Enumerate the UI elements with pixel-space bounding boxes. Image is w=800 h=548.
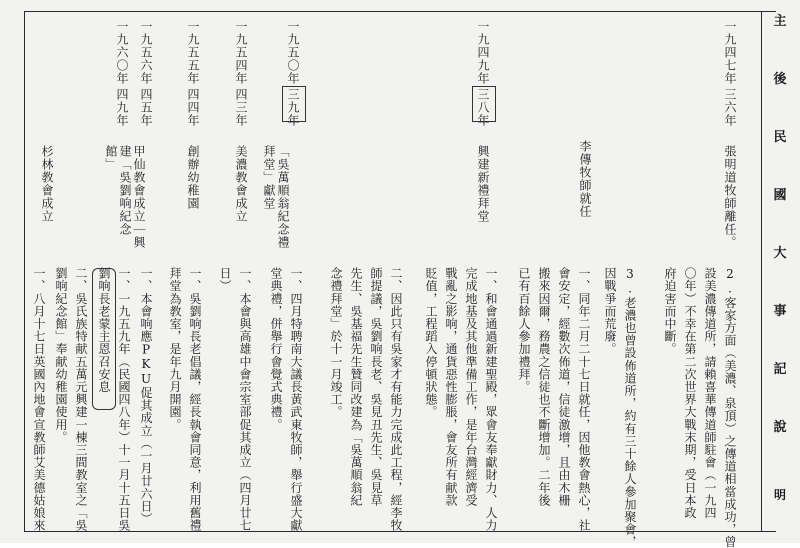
event-1950: 「吳萬順翁紀念禮拜堂」獻堂 [262,145,290,249]
roc-year-1950: 三九年 [286,88,300,127]
western-year-1950: 一九五〇年 [286,20,300,85]
narrative-line: 戰亂之影响，通貨惡性膨脹，會友所有献款 [444,267,458,507]
header-char: 說 [773,419,787,434]
narrative-line: 二、因此只有吳家才有能力完成此工程，經李牧 [389,267,403,532]
narrative-line: 一、八月十七日英國內地會宣教師艾美德姑娘來 [32,267,46,532]
western-year-1960: 一九六〇年 [115,20,129,85]
page-header [770,12,790,476]
narrative-line: 一、同年二月二十七日就任，因他教會熱心，社 [577,267,591,532]
roc-year-1960: 四九年 [115,88,129,127]
narrative-line: 已有百餘人參加禮拜。 [517,267,531,393]
narrative-line: 設美濃傳道所，請賴喜華傳道師駐會（一九四 [703,267,717,519]
narrative-line: 劉响長老蒙主恩召安息 [97,267,111,393]
event-1954: 美濃教會成立 [234,145,248,223]
narrative-line: 念禮拜堂」於十一月竣工。 [329,267,343,419]
event-1956: 甲仙教會成立｜興建「吳劉响紀念館」 [104,145,146,249]
roc-year-1954: 四三年 [234,88,248,127]
narrative-line: 一、四月特聘南大議長黃武東牧師，舉行盛大獻 [289,267,303,532]
narrative-line: 搬來因爾，務農之信徒也不斷增加。二年後 [537,267,551,507]
narrative-line: 先生、吳基福先生贊同改建為「吳萬順翁紀 [349,267,363,507]
narrative-line: 因戰爭而荒廢。 [603,267,617,356]
roc-year-1947: 三六年 [723,88,737,127]
narrative-line: 一、一九五九年（民國四八年）十一月十五日吳 [117,267,131,532]
narrative-line: 劉响紀念館」奉献幼稚園使用。 [54,267,68,444]
narrative-line: 貶值，工程蹈入停頓狀態。 [424,267,438,419]
header-bottom-char: 明 [773,488,786,502]
narrative-line: 二、吳氏族特献五萬元興建一棟三間教室之「吳 [74,267,88,532]
western-year-1956: 一九五六年 [139,20,153,85]
left-edge [24,11,25,531]
header-char: 國 [773,187,787,202]
header-divider [761,11,762,531]
narrative-line: 師提議，吳劉响長老、吳見丑先生、吳見草 [369,267,383,507]
narrative-line: 一、本會與高雄中會宗室部促其成立（四月廿七 [238,267,252,532]
narrative-line: 一、和會通過新建聖殿，眾會友奉獻財力、人力 [484,267,498,532]
western-year-1954: 一九五四年 [234,20,248,85]
narrative-line: 府迫害而中斷。 [663,267,677,356]
header-char: 主 [773,13,787,28]
narrative-line: 堂典禮，併舉行會覺式典禮。 [269,267,283,431]
header-char: 事 [773,303,787,318]
header-char: 記 [773,361,787,376]
narrative-line: 3.老濃也曾設佈道所，約有三十餘人參加聚會， [623,267,637,548]
western-year-1955: 一九五五年 [186,20,200,85]
narrative-line: 完成地基及其他準備工作，是年台灣經濟受 [464,267,478,507]
narrative-line: 一、本會响應PKU促其成立（一月廿六日） [139,267,153,525]
narrative-line: 日） [218,267,232,293]
event-1960: 杉林教會成立 [40,145,54,223]
western-year-1947: 一九四七年 [723,20,737,85]
event-1955: 創辦幼稚園 [186,145,200,210]
narrative-line: 2.客家方面（美濃、泉頂）之傳道相當成功，曾 [723,267,737,548]
western-year-1949: 一九四九年 [476,20,490,85]
header-char: 大 [773,245,787,260]
narrative-line: 拜堂為教室，是年九月開園。 [168,267,182,431]
narrative-line: 一、吳劉响長老倡議，經長執會同意，利用舊禮 [188,267,202,532]
roc-year-1949: 三八年 [476,88,490,127]
pastor-note: 李傳牧師就任 [578,140,592,218]
header-char: 後 [773,71,787,86]
narrative-line: 會安定，經數次佈道，信徒激增，且由木栅 [557,267,571,507]
top-rule [24,11,776,12]
header-char: 民 [773,129,787,144]
event-1949: 興建新禮拜堂 [476,145,490,223]
roc-year-1956: 四五年 [139,88,153,127]
roc-year-1955: 四四年 [186,88,200,127]
narrative-line: 〇年）不幸在第二次世界大戰末期，受日本政 [683,267,697,519]
event-1947: 張明道牧師離任。 [723,145,737,249]
